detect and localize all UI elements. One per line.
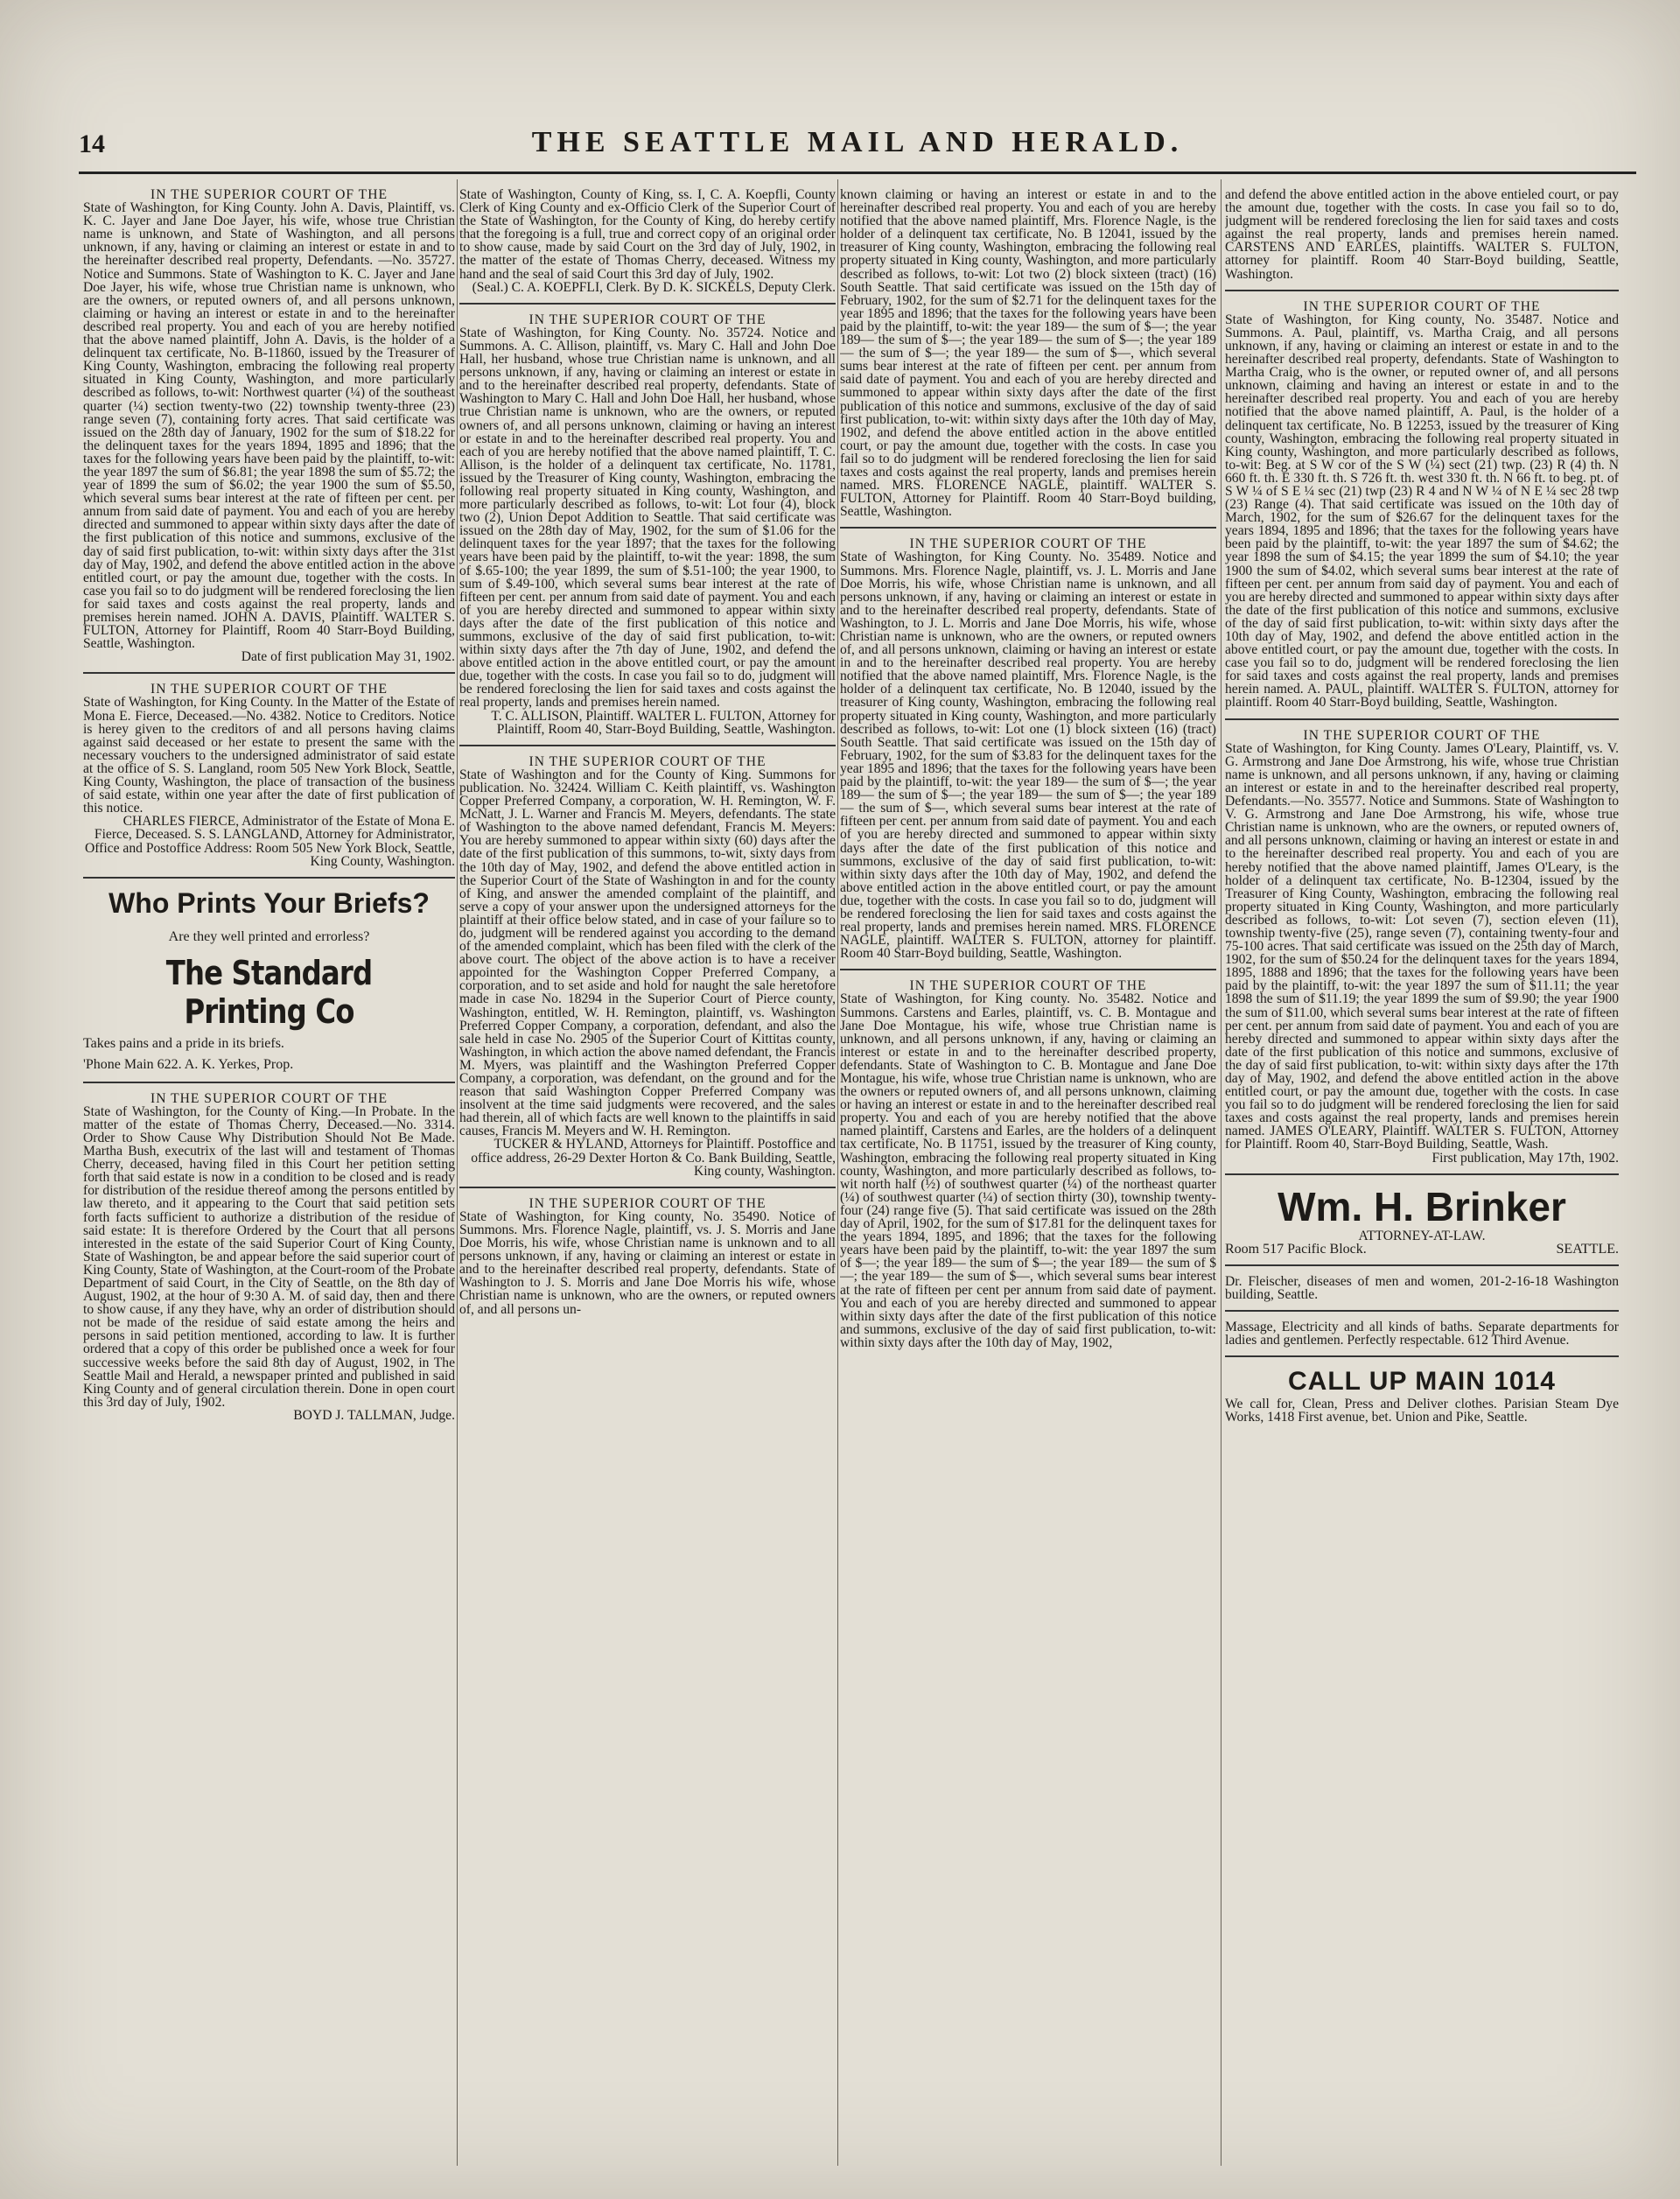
section-rule <box>83 1082 455 1083</box>
notice-signature: CHARLES FIERCE, Administrator of the Estate of Mona E. Fierce, Deceased. S. S. LANGLAND, Attorney for Administrator, Office and Postoffice Address: Room 505 New York Block, Seattle, King County, Washington. <box>84 814 455 869</box>
notice-signature: T. C. ALLISON, Plaintiff. WALTER L. FULTON, Attorney for Plaintiff, Room 40, Starr-Boyd Building, Seattle, Washington. <box>491 708 836 737</box>
notice-heading: IN THE SUPERIOR COURT OF THE <box>1303 298 1541 314</box>
legal-notice <box>840 188 1216 518</box>
ad-line: 'Phone Main 622. A. K. Yerkes, Prop. <box>83 1056 294 1072</box>
notice-heading: IN THE SUPERIOR COURT OF THE <box>528 1195 766 1211</box>
attorney-advertisement <box>1225 1184 1619 1256</box>
section-rule <box>459 1187 836 1188</box>
notice-heading: IN THE SUPERIOR COURT OF THE <box>909 978 1147 994</box>
notice-heading: IN THE SUPERIOR COURT OF THE <box>909 536 1147 552</box>
notice-body: State of Washington, for King County. James O'Leary, Plaintiff, vs. V. G. Armstrong and Jane Doe Armstrong, his wife, whose true Christian name is unknown, and all persons unknown, if any, having or claiming an interest or estate in and to the hereinafter described real property, Defendants.—No. 35577. Notice and Summons. State of Washington to V. G. Armstrong and Jane Doe Armstrong, his wife, whose true Christian name is unknown, who are the owners, or reputed owners of, and all persons unknown, claiming or having an interest or estate in and to the hereinafter described real property. You and each of you are hereby notified that the above named plaintiff, James O'Leary, is the holder of a delinquent tax certificate, No. B-12304, issued by the Treasurer of King County, Washington, embracing the following real property situated in King County, Washington, and more particularly described as follows, to-wit: Lot seven (7), section eleven (11), township twenty-five (25), range seven (7), containing twenty-four and 75-100 acres. That said certificate was issued on the 25th day of March, 1902, for the sum of $50.24 for the delinquent taxes for the years 1894, 1895, 1888 and 1896; that the taxes for the following years have been paid by the plaintiff, to-wit: the year 1897 the sum of $11.11; the year 1898 the sum of $11.19; the year 1899 the sum of $9.90; the year 1900 the sum of $11.00, which several sums bear interest at the rate of fifteen per cent. per annum from said date of payment. You and each of you are hereby directed and summoned to appear within sixty days after the date of the first publication of this notice and summons, exclusive of the day of said first publication, to-wit: within sixty days after the 17th day of May, 1902, and defend the above entitled action in the above entitled court, or pay the amount due, together with the costs. In case you fail so to do judgment will be rendered foreclosing the lien for said taxes and costs against the real property, lands and premises herein named. JAMES O'LEARY, Plaintiff. WALTER S. FULTON, Attorney for Plaintiff. Room 40, Starr-Boyd Building, Seattle, Wash. <box>1225 740 1619 1152</box>
notice-signature: TUCKER & HYLAND, Attorneys for Plaintiff. Postoffice and office address, 26-29 Dexter Horton & Co. Bank Building, Seattle, King county, Washington. <box>471 1137 836 1179</box>
attorney-city: SEATTLE. <box>1556 1241 1619 1257</box>
legal-notice <box>1225 300 1619 710</box>
legal-notice <box>83 188 455 663</box>
paper-title: THE SEATTLE MAIL AND HERALD. <box>531 126 1184 158</box>
legal-notice <box>83 1092 455 1422</box>
notice-signature: First publication, May 17th, 1902. <box>1432 1150 1619 1166</box>
notice-heading: IN THE SUPERIOR COURT OF THE <box>528 312 766 327</box>
ad-headline: CALL UP MAIN 1014 <box>1288 1367 1556 1397</box>
section-rule <box>1225 718 1619 720</box>
notice-heading: IN THE SUPERIOR COURT OF THE <box>150 188 388 202</box>
notice-body: State of Washington, for the County of King.—In Probate. In the matter of the estate of Thomas Cherry, Deceased.—No. 3314. Order to Show Cause Why Distribution Should Not Be Made. Martha Bush, executrix of the last will and testament of Thomas Cherry, deceased, having filed in this Court her petition setting forth that said estate is now in a condition to be closed and is ready for distribution of the residue thereof among the persons entitled by law thereto, and it appearing to the Court that said petition sets forth facts sufficient to authorize a distribution of the residue of said estate: It is therefore Ordered by the Court that all persons interested in the estate of the said Superior Court of King County, State of Washington, be and appear before the said superior court of King County, State of Washington, at the Court-room of the Probate Department of said Court, in the City of Seattle, on the 8th day of August, 1902, at the hour of 9:30 A. M. of said day, then and there to show cause, if any they have, why an order of distribution should not be made of the residue of said estate among the heirs and persons in said petition mentioned, according to law. It is further ordered that a copy of this order be published once a week for four successive weeks before the said 8th day of August, 1902, in The Seattle Mail and Herald, a newspaper printed and published in said King County and of general circulation therein. Done in open court this 3rd day of July, 1902. <box>83 1103 455 1410</box>
notice-body: known claiming or having an interest or estate in and to the hereinafter described real property. You and each of you are hereby notified that the above named plaintiff, Mrs. Florence Nagle, is the holder of a delinquent tax certificate, No. B 12041, issued by the treasurer of King county, Washington, embracing the following real property situated in King county, Washington, and more particularly described as follows, to-wit: Lot two (2) block sixteen (tract) (16) South Seattle. That said certificate was issued on the 15th day of February, 1902, for the sum of $2.71 for the delinquent taxes for the year 1895 and 1896; that the taxes for the following years have been paid by the plaintiff, to-wit: the year 189— the sum of $—; the year 189— the sum of $—; the year 189— the sum of $—; the year 189— the sum of $—; the year 189— the sum of $—, which several sums bear interest at the rate of fifteen per cent. per annum from said date of payment. You and each of you are hereby directed and summoned to appear within sixty days after the date of the first publication of this notice and summons, exclusive of the day of said first publication, to-wit: within sixty days after the 10th day of May, 1902, and defend the above entitled action in the above entitled court, or pay the amount due, together with the costs. In case you fail so to do judgment will be rendered foreclosing the lien for said taxes and costs against the real property, lands and premises herein named. MRS. FLORENCE NAGLE, plaintiff. WALTER S. FULTON, Attorney for Plaintiff. Room 40 Starr-Boyd building, Seattle, Washington. <box>840 188 1216 520</box>
small-advertisement: Massage, Electricity and all kinds of baths. Separate departments for ladies and gentlemen. Perfectly respectable. 612 Third Avenue. <box>1225 1320 1619 1348</box>
notice-body: State of Washington, for King county. No. 35482. Notice and Summons. Carstens and Earles, plaintiff, vs. C. B. Montague and Jane Doe Montague, his wife, whose true Christian name is unknown, and all persons unknown, if any, having or claiming an interest or estate in and to the hereinafter described property, defendants. State of Washington to C. B. Montague and Jane Doe Montague, his wife, whose true Christian name is unknown, who are the owners or reputed owners of, and all persons unknown, claiming or having an interest or estate in and to the hereinafter described real property. You and each of you are hereby notified that the above named plaintiff, Carstens and Earles, are the holders of a delinquent tax certificate, No. B 11751, issued by the treasurer of King county, Washington, embracing the following real property situated in King county, Washington, and more particularly described as follows, to-wit north half (½) of southwest quarter (¼) of the northeast quarter (¼) of southwest quarter (¼) of section thirty (30), township twenty-four (24) range five (5). That said certificate was issued on the 28th day of April, 1902, for the sum of $17.81 for the delinquent taxes for the years 1894, 1895, and 1896; that the taxes for the following years have been paid by the plaintiff, to-wit: the year 1897 the sum of $—; the year 189— the sum of $—; the year 189— the sum of $—; the year 189— the sum of $—, which several sums bear interest at the rate of fifteen per cent per annum from said date of payment. You and each of you are hereby directed and summoned to appear within sixty days after the date of the first publication of this notice and summons, exclusive of the day of said first publication, to-wit: within sixty days after the 10th day of May, 1902, <box>840 991 1216 1350</box>
legal-notice <box>1225 729 1619 1165</box>
notice-heading: IN THE SUPERIOR COURT OF THE <box>528 753 766 769</box>
section-rule <box>459 745 836 746</box>
notice-body: State of Washington, County of King, ss. I, C. A. Koepfli, County Clerk of King County and ex-Officio Clerk of the Superior Court of the State of Washington, for the County of King, do hereby certify that the foregoing is a full, true and correct copy of an original order to show cause, made by said Court on the 3rd day of July, 1902, in the matter of the estate of Thomas Cherry, deceased. Witness my hand and the seal of said Court this 3rd day of July, 1902. <box>459 188 836 282</box>
column-2 <box>459 188 836 2166</box>
attorney-name: Wm. H. Brinker <box>1278 1183 1566 1229</box>
attorney-address-line <box>1225 1243 1619 1256</box>
ad-body: We call for, Clean, Press and Deliver clothes. Parisian Steam Dye Works, 1418 First avenue, bet. Union and Pike, Seattle. <box>1225 1397 1619 1425</box>
notice-heading: IN THE SUPERIOR COURT OF THE <box>150 682 388 697</box>
section-rule <box>459 303 836 305</box>
column-4 <box>1225 188 1619 2166</box>
section-rule <box>1225 1310 1619 1312</box>
legal-notice <box>459 755 836 1178</box>
section-rule <box>1225 1173 1619 1175</box>
section-rule <box>1225 290 1619 291</box>
notice-body: State of Washington, for King county, No. 35490. Notice of Summons. Mrs. Florence Nagle, plaintiff, vs. J. S. Morris and Jane Doe Morris, his wife, whose Christian name is unknown and to all persons unknown, if any, having or claiming an interest or estate in and to the hereinafter described real property, defendants. State of Washington to J. S. Morris and Jane Doe Morris his wife, whose Christian name is unknown, who are the owners, or reputed owners of, and all persons un- <box>459 1208 836 1317</box>
legal-notice <box>459 1197 836 1316</box>
masthead <box>79 123 1636 166</box>
notice-heading: IN THE SUPERIOR COURT OF THE <box>150 1090 388 1106</box>
column-divider <box>457 179 458 2166</box>
notice-body: State of Washington, for King County. No. 35489. Notice and Summons. Mrs. Florence Nagle, plaintiff, vs. J. L. Morris and Jane Doe Morris, his wife, whose Christian name is unknown, and all persons unknown, if any, having or claiming an interest or estate in and to the hereinafter described real property, defendants. State of Washington, to J. L. Morris and Jane Doe Morris, his wife, whose Christian name is unknown, who are the owners, or reputed owners of, and all persons unknown, claiming or having an interest or estate in and to the hereinafter described real property. You are hereby notified that the above named plaintiff, Mrs. Florence Nagle, is the holder of a delinquent tax certificate, No. B 12040, issued by the treasurer of King county, Washington, embracing the following real property situated in King county, Washington, and more particularly described as follows, to-wit: Lot one (1) block sixteen (16) (tract) South Seattle. That said certificate was issued on the 15th day of February, 1902, for the sum of $3.83 for the delinquent taxes for the year 1895 and 1896; that the taxes for the following years have been paid by the plaintiff, to-wit: the year 189— the sum of $—; the year 189— the sum of $—; the year 189— the sum of $—; the year 189— the sum of $—, which several sums bear interest at the rate of fifteen per cent. per annum from said date of payment. You and each of you are hereby directed and summoned to appear within sixty days after the date of the first publication of this notice and summons, exclusive of the day of said first publication, to-wit: within sixty days after the 10th day of May, 1902, and defend the above entitled action in the above entitled court, or pay the amount due, together with the costs. In case you fail so to do, judgment will be rendered foreclosing the lien for said taxes and costs against the real property, lands and premises herein named. MRS. FLORENCE NAGLE, plaintiff. WALTER S. FULTON, attorney for plaintiff. Room 40 Starr-Boyd building, Seattle, Washington. <box>840 550 1216 962</box>
masthead-rule <box>79 172 1636 174</box>
column-3 <box>840 188 1216 2166</box>
notice-body: and defend the above entitled action in the above entieled court, or pay the amount due, together with the costs. In case you fail so to do, judgment will be rendered foreclosing the lien for said taxes and costs against the real property, lands and premises herein named. CARSTENS AND EARLES, plaintiffs. WALTER S. FULTON, attorney for plaintiff. Room 40 Starr-Boyd building, Seattle, Washington. <box>1225 188 1619 282</box>
section-rule <box>83 672 455 674</box>
legal-notice <box>459 313 836 736</box>
notice-body: State of Washington, for King county, No. 35487. Notice and Summons. A. Paul, plaintiff, vs. Martha Craig, and all persons unknown, if any, having or claiming an interest or estate in and to the hereinafter described real property, defendants. State of Washington to Martha Craig, who is the owner, or reputed owner of, and all persons unknown, claiming and having an interest or estate in and to the hereinafter described real property. You and each of you are hereby notified that the above named plaintiff, A. Paul, is the holder of a delinquent tax certificate, No. B 12253, issued by the treasurer of King county, Washington, embracing the following real property situated in King county, Washington, and more particularly described as follows, to-wit: Beg. at S W cor of the S W (¼) sect (21) twp. (23) R (4) th. N 660 ft. th. E 330 ft. th. S 726 ft. th. west 330 ft. th. N 66 ft. to beg. pt. of S W ¼ of S E ¼ sec (21) twp (23) R 4 and N W ¼ of N E ¼ sec 28 twp (23) Range (4). That said certificate was issued on the 10th day of March, 1902, for the sum of $26.67 for the delinquent taxes for the years 1894, 1895 and 1896; that the taxes for the following years have been paid by the plaintiff, to-wit: the year 1897 the sum of $4.62; the year 1898 the sum of $4.15; the year 1899 the sum of $4.10; the year 1900 the sum of $4.02, which several sums bear interest at the rate of fifteen per cent. per annum from said day of payment. You and each of you are hereby directed and summoned to appear within sixty days after the date of the first publication of this notice and summons, exclusive of the day of said first publication, to-wit: within sixty days after the 10th day of May, 1902, and defend the above entitled action in the above entitled court, or pay the amount due, together with the costs. In case you fail so to do, judgment will be rendered foreclosing the lien for said taxes and costs against the real property, lands and premises herein named. A. PAUL, plaintiff. WALTER S. FULTON, attorney for plaintiff. Room 40 Starr-Boyd building, Seattle, Washington. <box>1225 312 1619 711</box>
small-advertisement: Dr. Fleischer, diseases of men and women, 201-2-16-18 Washington building, Seattle. <box>1225 1273 1619 1302</box>
column-divider <box>837 179 838 2166</box>
ad-subline: Are they well printed and errorless? <box>168 928 370 944</box>
section-rule <box>1225 1355 1619 1357</box>
notice-body: State of Washington, for King County. In the Matter of the Estate of Mona E. Fierce, Deceased.—No. 4382. Notice to Creditors. Notice is herey given to the creditors of and all persons having claims against said deceased or her estate to present the same with the necessary vouchers to the undersigned administrator of said estate at the office of S. S. Langland, room 505 New York Block, Seattle, King County, Washington, the place of transaction of the business of said estate, within one year after the date of first publication of this notice. <box>83 695 455 816</box>
section-rule <box>840 527 1216 529</box>
ad-line: Takes pains and a pride in its briefs. <box>83 1035 284 1051</box>
ad-headline: Who Prints Your Briefs? <box>108 886 430 919</box>
legal-notice <box>1225 188 1619 281</box>
notice-signature: (Seal.) C. A. KOEPFLI, Clerk. By D. K. SICKELS, Deputy Clerk. <box>472 279 836 295</box>
section-rule <box>83 877 455 879</box>
notice-body: State of Washington and for the County of King. Summons for publication. No. 32424. William C. Keith plaintiff, vs. Washington Copper Preferred Company, a corporation, W. H. Remington, W. F. McNatt, J. L. Warner and Francis M. Meyers, defendants. The state of Washington to the above named defendant, Francis M. Meyers: You are hereby summoned to appear within sixty (60) days after the date of the first publication of this summons, to-wit, sixty days from the 10th day of May, 1902, and defend the above entitled action in the Superior Court of the State of Washington in and for the county of King, and answer the amended complaint of the plaintiff, and serve a copy of your answer upon the undersigned attorneys for the plaintiff at their office below stated, and in case of your failure so to do, judgment will be rendered against you according to the demand of the amended complaint, which has been filed with the clerk of the above court. The object of the above action is to have a receiver appointed for the Washington Copper Preferred Company, a corporation, and to set aside and hold for naught the sale heretofore made in case No. 18294 in the Superior Court of Pierce county, Washington, entitled, W. H. Remington, plaintiff, vs. Washington Preferred Copper Company, a corporation, defendant, and also the sale held in case No. 2905 of the Superior Court of Kittitas county, Washington, in which action the above named defendant, the Francis M. Myers, was plaintiff and the Washington Preferred Copper Company, a corporation, was defendant, on the ground and for the reason that said Washington Copper Preferred Company was insolvent at the time said judgments were recovered, and the sales had therein, all of which facts are well known to the plaintiffs in said causes, Francis M. Meyers and W. H. Remington. <box>459 767 836 1139</box>
attorney-title: ATTORNEY-AT-LAW. <box>1358 1228 1486 1243</box>
section-rule <box>1225 1264 1619 1266</box>
printing-advertisement <box>83 887 455 1073</box>
notice-body: State of Washington, for King County. John A. Davis, Plaintiff, vs. K. C. Jayer and Jane Doe Jayer, his wife, whose true Christian name is unknown, and State of Washington, and all persons unknown, if any, having or claiming an interest or estate in and to the hereinafter described real property, Defendants. —No. 35727. Notice and Summons. State of Washington to K. C. Jayer and Jane Doe Jayer, his wife, whose true Christian name is unknown, who are the owners, or reputed owners of, and all persons unknown, claiming or having an interest or estate in and to the hereinafter described real property. You and each of you are hereby notified that the above named plaintiff, John A. Davis, is the holder of a delinquent tax certificate, No. B-11860, issued by the Treasurer of King County, Washington, embracing the following real property situated in King County, Washington, and more particularly described as follows, to-wit: Northwest quarter (¼) of the southeast quarter (¼) section twenty-two (22) township twenty-three (23) range seven (7), containing forty acres. That said certificate was issued on the 28th day of January, 1902 for the sum of $18.22 for the delinquent taxes for the years 1894, 1895 and 1896; that the taxes for the following years have been paid by the plaintiff, to-wit: the year 1897 the sum of $6.81; the year 1898 the sum of $5.72; the year of 1899 the sum of $6.02; the year 1900 the sum of $5.50, which several sums bear interest at the rate of fifteen per cent. per annum from said date of payment. You and each of you are hereby directed and summoned to appear within sixty days after the date of the first publication of this notice and summons, exclusive of the day of said first publication, to-wit: within sixty days after the 31st day of May, 1902, and defend the above entitled action in the above entitled court, or pay the amount due, together with the costs. In case you fail so to do judgment will be rendered foreclosing the lien for said taxes and costs against the real property, lands and premises herein named. JOHN A. DAVIS, Plaintiff. WALTER S. FULTON, Attorney for Plaintiff, Room 40 Starr-Boyd Building, Seattle, Washington. <box>83 200 455 652</box>
column-1 <box>83 188 455 2166</box>
legal-notice <box>459 188 836 294</box>
legal-notice <box>840 537 1216 960</box>
ad-company-name: The Standard Printing Co <box>165 953 373 1031</box>
column-divider <box>1221 179 1222 2166</box>
notice-body: State of Washington, for King County. No. 35724. Notice and Summons. A. C. Allison, plaintiff, vs. Mary C. Hall and John Doe Hall, her husband, whose true Christian name is unknown, and all persons unknown, if any, having or claiming an interest or estate in and to the hereinafter described real property, defendants. State of Washington to Mary C. Hall and John Doe Hall, her husband, whose true Christian name is unknown, who are the owners, or reputed owners of, and all persons unknown, claiming or having an interest or estate in and to the hereinafter described real property. You and each of you are hereby notified that the above named plaintiff, T. C. Allison, is the holder of a delinquent tax certificate, No. 11781, issued by the Treasurer of King county, Washington, embracing the following real property situated in King county, Washington, and more particularly described as follows, to-wit: Lot four (4), block two (2), Union Depot Addition to Seattle. That said certificate was issued on the 28th day of May, 1902, for the sum of $1.06 for the delinquent taxes for the year 1897; that the taxes for the following years have been paid by the plaintiff, to-wit the year: 1898, the sum of $.65-100; the year 1899, the sum of $.51-100; the year 1900, to sum of $.49-100, which several sums bear interest at the rate of fifteen per cent. per annum from said date of payment. You and each of you are hereby directed and summoned to appear within sixty days after the date of the first publication of this notice and summons, exclusive of the day of said first publication, to-wit: within sixty days after the 7th day of June, 1902, and defend the above entitled action in the above entitled court, or pay the amount due, together with the costs. In case you fail so to do, judgment will be rendered foreclosing the lien for said taxes and costs against the real property, lands and premises herein named. <box>459 325 836 711</box>
section-rule <box>840 969 1216 970</box>
legal-notice <box>83 683 455 867</box>
notice-signature: Date of first publication May 31, 1902. <box>241 649 455 665</box>
attorney-address: Room 517 Pacific Block. <box>1225 1241 1367 1257</box>
notice-heading: IN THE SUPERIOR COURT OF THE <box>1303 727 1541 743</box>
notice-signature: BOYD J. TALLMAN, Judge. <box>293 1407 455 1423</box>
legal-notice <box>840 979 1216 1349</box>
dye-works-advertisement <box>1225 1366 1619 1424</box>
page-number: 14 <box>79 130 105 158</box>
